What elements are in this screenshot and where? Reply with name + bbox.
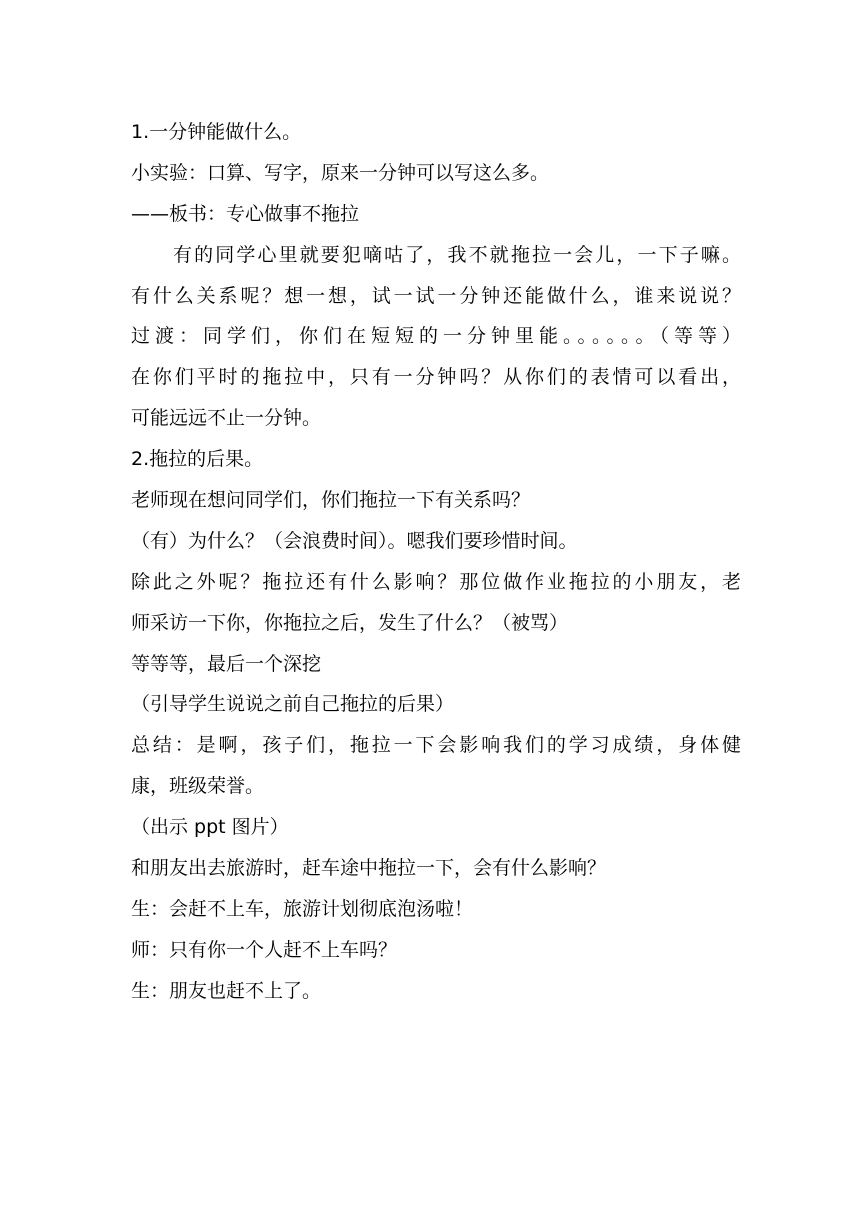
paragraph-line: 康，班级荣誉。 [131, 775, 265, 798]
paragraph-line: 总结：是啊，孩子们，拖拉一下会影响我们的学习成绩，身体健 [131, 734, 741, 757]
heading-consequences: 2.拖拉的后果。 [131, 448, 264, 471]
paragraph-line: 可能远远不止一分钟。 [131, 407, 322, 430]
dialogue-line: 师：只有你一个人赶不上车吗？ [131, 938, 398, 961]
paragraph-line: 老师现在想问同学们，你们拖拉一下有关系吗？ [131, 489, 531, 512]
paragraph-line: 在你们平时的拖拉中，只有一分钟吗？从你们的表情可以看出， [131, 366, 741, 389]
dialogue-line: 生：会赶不上车，旅游计划彻底泡汤啦！ [131, 897, 474, 920]
paragraph-line: 有什么关系呢？想一想，试一试一分钟还能做什么，谁来说说？ [131, 284, 741, 307]
paragraph-line: 除此之外呢？拖拉还有什么影响？那位做作业拖拉的小朋友，老 [131, 570, 741, 593]
paragraph-line: 师采访一下你，你拖拉之后，发生了什么？（被骂） [131, 611, 569, 634]
paragraph-line: （有）为什么？（会浪费时间）。嗯我们要珍惜时间。 [131, 529, 578, 552]
paragraph-line: 和朋友出去旅游时，赶车途中拖拉一下，会有什么影响？ [131, 857, 607, 880]
paragraph-line: 有的同学心里就要犯嘀咕了，我不就拖拉一会儿，一下子嘛。 [173, 243, 741, 266]
blackboard-note: ——板书：专心做事不拖拉 [131, 202, 360, 225]
paragraph-line: （出示 ppt 图片） [131, 816, 289, 839]
document-body [131, 112, 741, 1012]
dialogue-line: 生：朋友也赶不上了。 [131, 979, 322, 1002]
paragraph-line: （引导学生说说之前自己拖拉的后果） [131, 693, 455, 716]
paragraph-line: 过渡：同学们，你们在短短的一分钟里能。。。。。。（等等） [131, 325, 741, 348]
heading-one-minute: 1.一分钟能做什么。 [131, 121, 302, 143]
paragraph-line: 等等等，最后一个深挖 [131, 652, 322, 675]
paragraph-line: 小实验：口算、写字，原来一分钟可以写这么多。 [131, 161, 550, 184]
